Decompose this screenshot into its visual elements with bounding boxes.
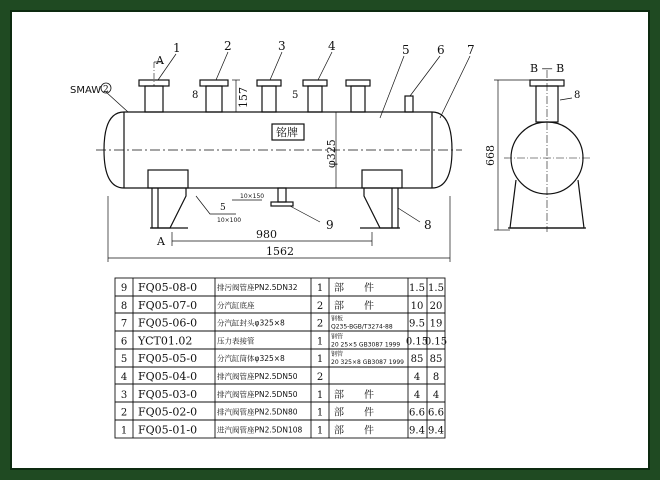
nozzle-4 bbox=[303, 80, 327, 112]
bom-code: FQ05-01-0 bbox=[138, 423, 198, 437]
bom-name: 分汽缸底座 bbox=[217, 300, 255, 310]
bom-material-spec: Q235-BGB/T3274-88 bbox=[331, 323, 393, 331]
side-dimensions bbox=[494, 80, 572, 230]
bom-index: 8 bbox=[120, 300, 128, 312]
bom-qty: 2 bbox=[316, 300, 324, 312]
bom-total-weight: 8 bbox=[432, 372, 440, 383]
bom-unit-weight: 1.5 bbox=[409, 283, 425, 294]
pad-leader bbox=[196, 196, 236, 214]
bom-code: FQ05-04-0 bbox=[138, 370, 198, 383]
bom-qty: 1 bbox=[316, 425, 324, 437]
bom-index: 6 bbox=[120, 336, 128, 348]
bom-unit-weight: 0.15 bbox=[405, 336, 429, 348]
bom-qty: 1 bbox=[316, 389, 324, 401]
bom-total-weight: 1.5 bbox=[428, 283, 444, 294]
bom-unit-weight: 4 bbox=[413, 389, 421, 401]
bom-name: 分汽缸筒体φ325×8 bbox=[217, 354, 285, 364]
bom-name: 排汽阀管座PN2.5DN50 bbox=[217, 372, 298, 381]
bom-total-weight: 85 bbox=[429, 354, 443, 366]
bom-name: 压力表接管 bbox=[217, 336, 255, 346]
bom-category: 部 件 bbox=[334, 389, 374, 401]
bom-unit-weight: 4 bbox=[413, 372, 421, 383]
bom-qty: 1 bbox=[316, 283, 324, 294]
dim-325: φ325 bbox=[325, 139, 338, 168]
bom-material-spec: 20 25×5 GB3087 1999 bbox=[331, 341, 401, 349]
part-label-5: 5 bbox=[402, 43, 410, 57]
bom-total-weight: 0.15 bbox=[424, 336, 448, 348]
bom-unit-weight: 85 bbox=[410, 354, 424, 366]
part-label-1: 1 bbox=[173, 41, 181, 55]
bom-code: FQ05-02-0 bbox=[138, 405, 198, 419]
bom-index: 3 bbox=[120, 389, 128, 401]
small-label-8: 8 bbox=[192, 90, 199, 101]
saddle-right bbox=[360, 170, 402, 228]
bom-category: 部 件 bbox=[334, 283, 374, 294]
bom-qty: 1 bbox=[316, 336, 324, 348]
bom-code: FQ05-07-0 bbox=[138, 298, 198, 312]
section-mark-top: A bbox=[156, 54, 164, 67]
weld-number: 2 bbox=[103, 85, 109, 95]
bom-unit-weight: 10 bbox=[410, 300, 424, 312]
bom-total-weight: 6.6 bbox=[428, 407, 444, 419]
dim-980: 980 bbox=[256, 228, 277, 241]
bom-qty: 1 bbox=[316, 407, 324, 419]
bom-code: FQ05-03-0 bbox=[138, 387, 198, 401]
part-label-2: 2 bbox=[224, 39, 232, 53]
bom-unit-weight: 9.4 bbox=[409, 425, 425, 437]
front-dimensions bbox=[106, 52, 470, 262]
bom-index: 4 bbox=[120, 372, 128, 383]
bom-rows bbox=[121, 281, 447, 436]
bom-index: 5 bbox=[120, 354, 128, 366]
bom-unit-weight: 6.6 bbox=[409, 407, 425, 419]
bom-qty: 2 bbox=[316, 318, 324, 330]
bom-index: 2 bbox=[120, 407, 128, 419]
bom-total-weight: 4 bbox=[432, 389, 440, 401]
bom-material-spec: 20 325×8 GB3087 1999 bbox=[331, 359, 404, 367]
bom-name: 排污阀管座PN2.5DN32 bbox=[217, 283, 298, 292]
bom-index: 9 bbox=[120, 283, 128, 294]
bom-name: 排汽阀管座PN2.5DN50 bbox=[217, 389, 298, 399]
bom-name: 进汽阀管座PN2.5DN108 bbox=[217, 425, 303, 435]
part-label-9: 9 bbox=[326, 218, 334, 232]
bom-category: 部 件 bbox=[334, 425, 374, 437]
nozzle-3 bbox=[257, 80, 281, 112]
bom-code: FQ05-06-0 bbox=[138, 316, 198, 330]
bom-qty: 1 bbox=[316, 354, 324, 366]
side-label-8: 8 bbox=[574, 90, 581, 101]
labels bbox=[70, 39, 580, 258]
bom-category: 部 件 bbox=[334, 300, 374, 312]
saddle-left bbox=[148, 170, 188, 228]
pad-size-b: 10×100 bbox=[217, 217, 242, 224]
bom-material: 钢板 bbox=[331, 315, 344, 323]
bom-code: FQ05-05-0 bbox=[138, 352, 198, 366]
bom-category: 部 件 bbox=[334, 407, 374, 419]
part-label-7: 7 bbox=[467, 43, 475, 57]
dim-1562: 1562 bbox=[266, 245, 294, 258]
dim-668: 668 bbox=[484, 145, 497, 166]
bom-code: YCT01.02 bbox=[138, 334, 193, 348]
nozzle-1 bbox=[139, 62, 169, 112]
bom-total-weight: 19 bbox=[429, 318, 443, 330]
section-mark-bottom: A bbox=[157, 235, 165, 248]
bom-unit-weight: 9.5 bbox=[409, 318, 425, 330]
bom-code: FQ05-08-0 bbox=[138, 281, 198, 294]
nozzle-2 bbox=[200, 80, 228, 112]
nameplate-text: 铭牌 bbox=[276, 126, 298, 139]
bom-name: 排汽阀管座PN2.5DN80 bbox=[217, 407, 298, 417]
bom-name: 分汽缸封头φ325×8 bbox=[217, 318, 285, 328]
bom-qty: 2 bbox=[316, 372, 324, 383]
part-label-6: 6 bbox=[437, 43, 445, 57]
pad-number: 5 bbox=[220, 203, 226, 213]
bom-total-weight: 9.4 bbox=[428, 425, 444, 437]
bom-index: 7 bbox=[120, 318, 128, 330]
small-label-5: 5 bbox=[292, 90, 299, 101]
bom-material: 钢管 bbox=[331, 351, 344, 359]
side-view-title: B — B bbox=[530, 62, 565, 75]
bom-material: 钢管 bbox=[331, 333, 344, 341]
drain-pipe bbox=[271, 188, 293, 206]
bom-index: 1 bbox=[120, 425, 128, 437]
pad-size-a: 10×150 bbox=[240, 193, 265, 200]
nozzle-4b bbox=[346, 80, 370, 112]
weld-label: SMAW bbox=[70, 85, 102, 96]
part-label-8: 8 bbox=[424, 218, 432, 232]
part-label-4: 4 bbox=[328, 39, 336, 53]
bom-total-weight: 20 bbox=[429, 300, 443, 312]
dim-157: 157 bbox=[237, 87, 250, 108]
part-label-3: 3 bbox=[278, 39, 286, 53]
front-view bbox=[96, 62, 462, 228]
gauge-pipe bbox=[405, 96, 413, 112]
